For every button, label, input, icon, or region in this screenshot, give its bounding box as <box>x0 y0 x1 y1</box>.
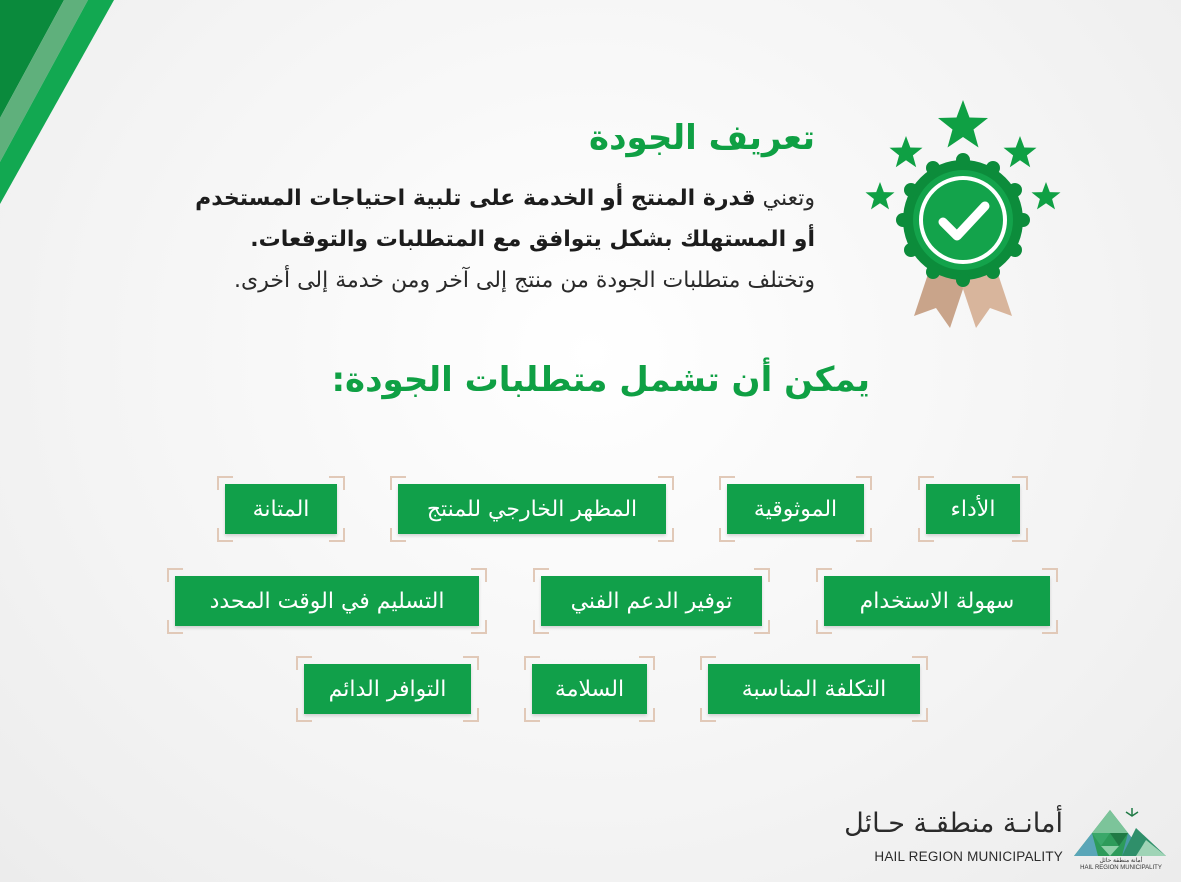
requirement-label: سهولة الاستخدام <box>824 576 1050 626</box>
org-name-english: HAIL REGION MUNICIPALITY <box>874 849 1063 864</box>
definition-prefix: وتعني <box>762 186 815 211</box>
requirement-tag <box>918 476 1028 542</box>
logo-caption-english: HAIL REGION MUNICIPALITY <box>1080 865 1162 871</box>
requirement-label: المتانة <box>225 484 337 534</box>
quality-badge-icon <box>858 98 1068 330</box>
requirement-tag <box>700 656 928 722</box>
requirement-tag <box>524 656 655 722</box>
requirement-label: الموثوقية <box>727 484 864 534</box>
logo-caption-arabic: أمانة منطقة حائل <box>1099 858 1143 864</box>
requirement-tag <box>296 656 479 722</box>
requirements-heading: يمكن أن تشمل متطلبات الجودة: <box>331 360 870 400</box>
requirement-label: توفير الدعم الفني <box>541 576 762 626</box>
requirement-tag <box>390 476 674 542</box>
requirement-tag <box>217 476 345 542</box>
page-title: تعريف الجودة <box>589 118 815 158</box>
corner-stripes-decoration <box>0 0 130 210</box>
quality-definition <box>135 178 815 301</box>
requirement-label: التسليم في الوقت المحدد <box>175 576 479 626</box>
requirement-tag <box>816 568 1058 634</box>
org-name-arabic: أمانـة منطقـة حـائل <box>844 808 1063 839</box>
requirement-label: التكلفة المناسبة <box>708 664 920 714</box>
logo-caption <box>1066 858 1176 872</box>
requirement-tag <box>167 568 487 634</box>
requirement-label: التوافر الدائم <box>304 664 471 714</box>
requirement-label: المظهر الخارجي للمنتج <box>398 484 666 534</box>
requirement-tag <box>719 476 872 542</box>
definition-bold-line-1: قدرة المنتج أو الخدمة على تلبية احتياجات المستخدم <box>195 186 756 211</box>
requirement-label: الأداء <box>926 484 1020 534</box>
definition-bold-line-2: أو المستهلك بشكل يتوافق مع المتطلبات والتوقعات. <box>250 227 815 252</box>
requirement-label: السلامة <box>532 664 647 714</box>
definition-line-3: وتختلف متطلبات الجودة من منتج إلى آخر ومن خدمة إلى أخرى. <box>234 268 815 293</box>
requirement-tag <box>533 568 770 634</box>
